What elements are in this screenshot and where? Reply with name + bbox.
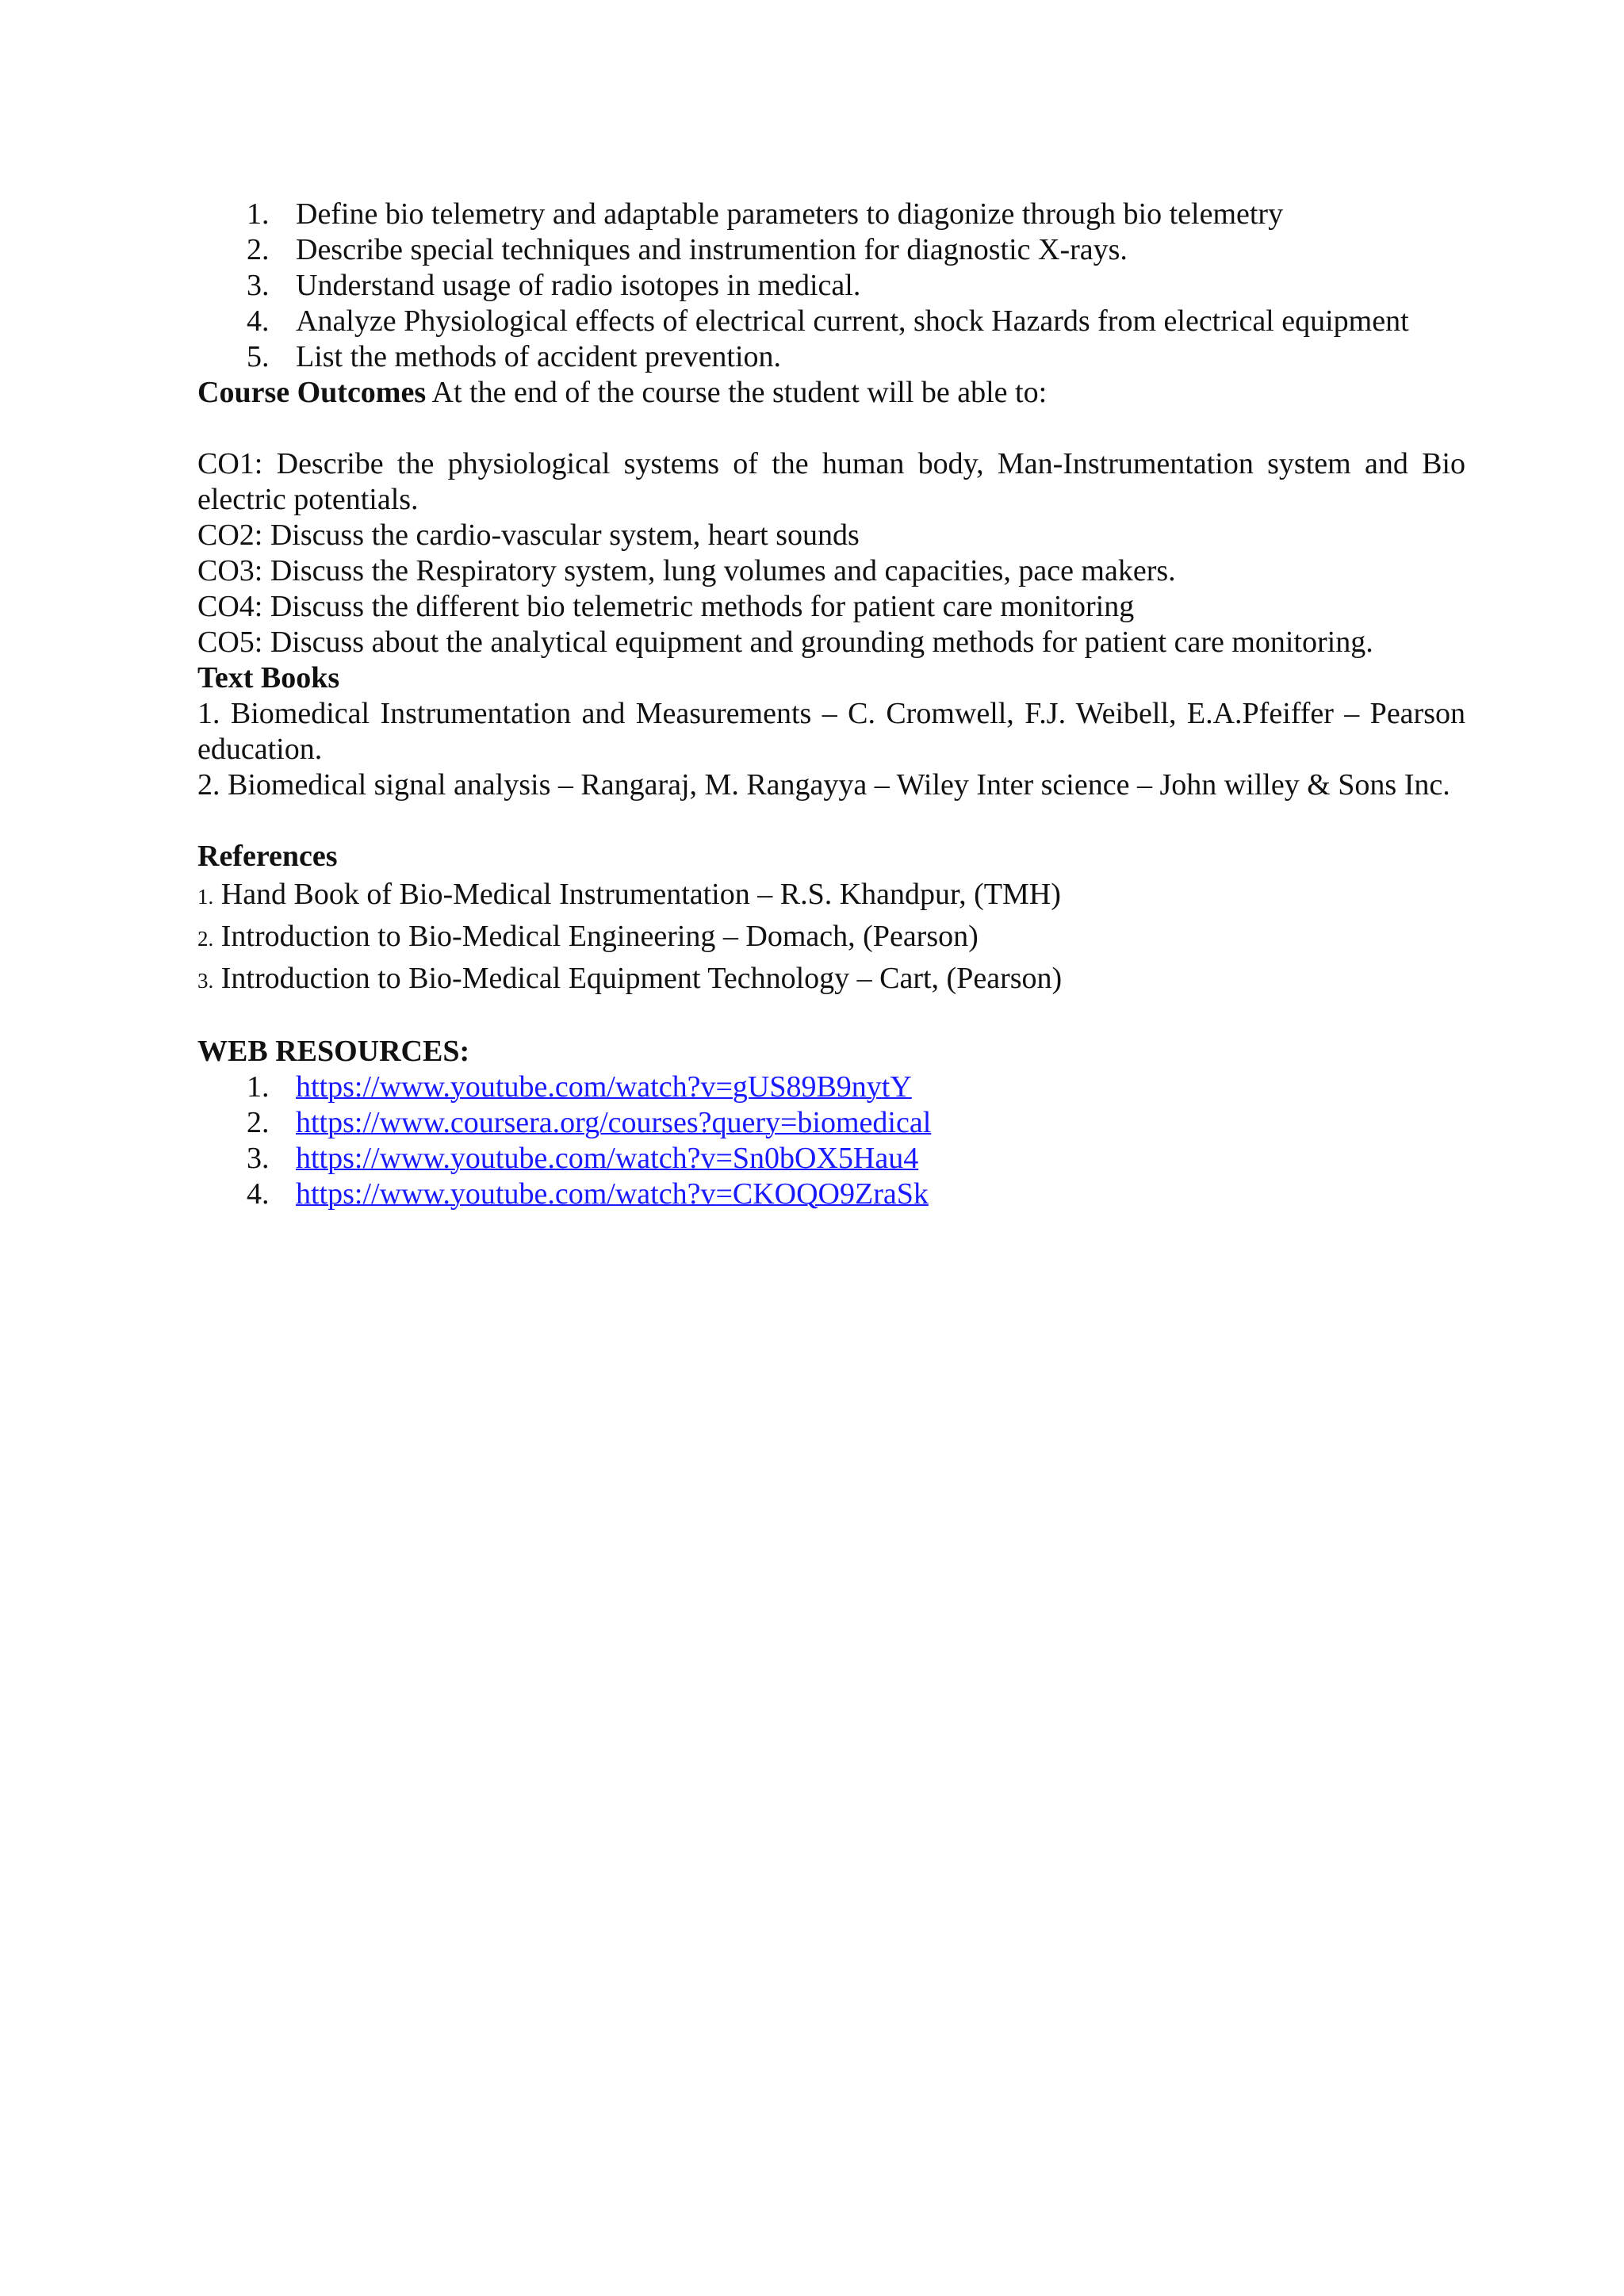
objective-item — [197, 232, 1465, 268]
objective-item — [197, 339, 1465, 375]
objective-item — [197, 197, 1465, 232]
web-resource-number: 3. — [247, 1142, 270, 1175]
objectives-list — [197, 197, 1465, 375]
text-books-heading: Text Books — [197, 661, 340, 695]
reference-number: 2. — [197, 927, 214, 951]
web-resource-link[interactable]: https://www.coursera.org/courses?query=biomedical — [296, 1106, 932, 1139]
web-resources-heading: WEB RESOURCES: — [197, 1035, 470, 1068]
course-outcome-item: CO4: Discuss the different bio telemetric methods for patient care monitoring — [197, 590, 1135, 623]
web-resource-item — [197, 1070, 1465, 1105]
reference-item — [197, 959, 1465, 1001]
web-resource-link[interactable]: https://www.youtube.com/watch?v=Sn0bOX5Hau4 — [296, 1142, 919, 1175]
web-resource-item — [197, 1141, 1465, 1177]
reference-number: 3. — [197, 969, 214, 993]
reference-number: 1. — [197, 885, 214, 909]
course-outcomes-intro-text: At the end of the course the student will be able to: — [426, 376, 1048, 409]
references-heading: References — [197, 840, 338, 873]
web-resource-item — [197, 1177, 1465, 1212]
reference-item — [197, 916, 1465, 959]
web-resource-link[interactable]: https://www.youtube.com/watch?v=gUS89B9nytY — [296, 1070, 912, 1104]
document-content — [197, 197, 1465, 1212]
objective-number: 4. — [247, 304, 270, 338]
course-outcomes-intro — [197, 375, 1465, 411]
text-book-item: 1. Biomedical Instrumentation and Measurements – C. Cromwell, F.J. Weibell, E.A.Pfeiffer – Pearson education. — [197, 697, 1465, 766]
spacer — [197, 411, 1465, 446]
text-book-item: 2. Biomedical signal analysis – Rangaraj, M. Rangayya – Wiley Inter science – John willey & Sons Inc. — [197, 768, 1450, 802]
objective-text: Analyze Physiological effects of electrical current, shock Hazards from electrical equipment — [296, 304, 1409, 338]
objective-item — [197, 304, 1465, 339]
reference-item — [197, 874, 1465, 916]
web-resource-item — [197, 1105, 1465, 1141]
objective-number: 5. — [247, 340, 270, 373]
course-outcome-item: CO2: Discuss the cardio-vascular system, heart sounds — [197, 519, 860, 552]
objective-text: Describe special techniques and instrumention for diagnostic X-rays. — [296, 233, 1128, 266]
web-resource-number: 2. — [247, 1106, 270, 1139]
objective-text: Understand usage of radio isotopes in medical. — [296, 269, 861, 302]
web-resources-list — [197, 1070, 1465, 1212]
course-outcome-item: CO1: Describe the physiological systems of the human body, Man-Instrumentation system and Bio electric potentials. — [197, 447, 1465, 516]
reference-text: Hand Book of Bio-Medical Instrumentation – R.S. Khandpur, (TMH) — [213, 878, 1061, 911]
web-resource-number: 4. — [247, 1177, 270, 1211]
objective-item — [197, 268, 1465, 304]
objective-number: 3. — [247, 269, 270, 302]
objective-number: 1. — [247, 197, 270, 231]
objective-text: List the methods of accident prevention. — [296, 340, 782, 373]
reference-text: Introduction to Bio-Medical Engineering – Domach, (Pearson) — [213, 920, 979, 953]
objective-number: 2. — [247, 233, 270, 266]
course-outcome-item: CO5: Discuss about the analytical equipment and grounding methods for patient care monitoring. — [197, 626, 1373, 659]
reference-text: Introduction to Bio-Medical Equipment Technology – Cart, (Pearson) — [213, 962, 1063, 995]
objective-text: Define bio telemetry and adaptable parameters to diagonize through bio telemetry — [296, 197, 1284, 231]
course-outcomes-heading: Course Outcomes — [197, 376, 427, 409]
spacer — [197, 1001, 1465, 1034]
spacer — [197, 803, 1465, 839]
course-outcome-item: CO3: Discuss the Respiratory system, lung volumes and capacities, pace makers. — [197, 554, 1176, 587]
web-resource-number: 1. — [247, 1070, 270, 1104]
web-resource-link[interactable]: https://www.youtube.com/watch?v=CKOQO9ZraSk — [296, 1177, 929, 1211]
